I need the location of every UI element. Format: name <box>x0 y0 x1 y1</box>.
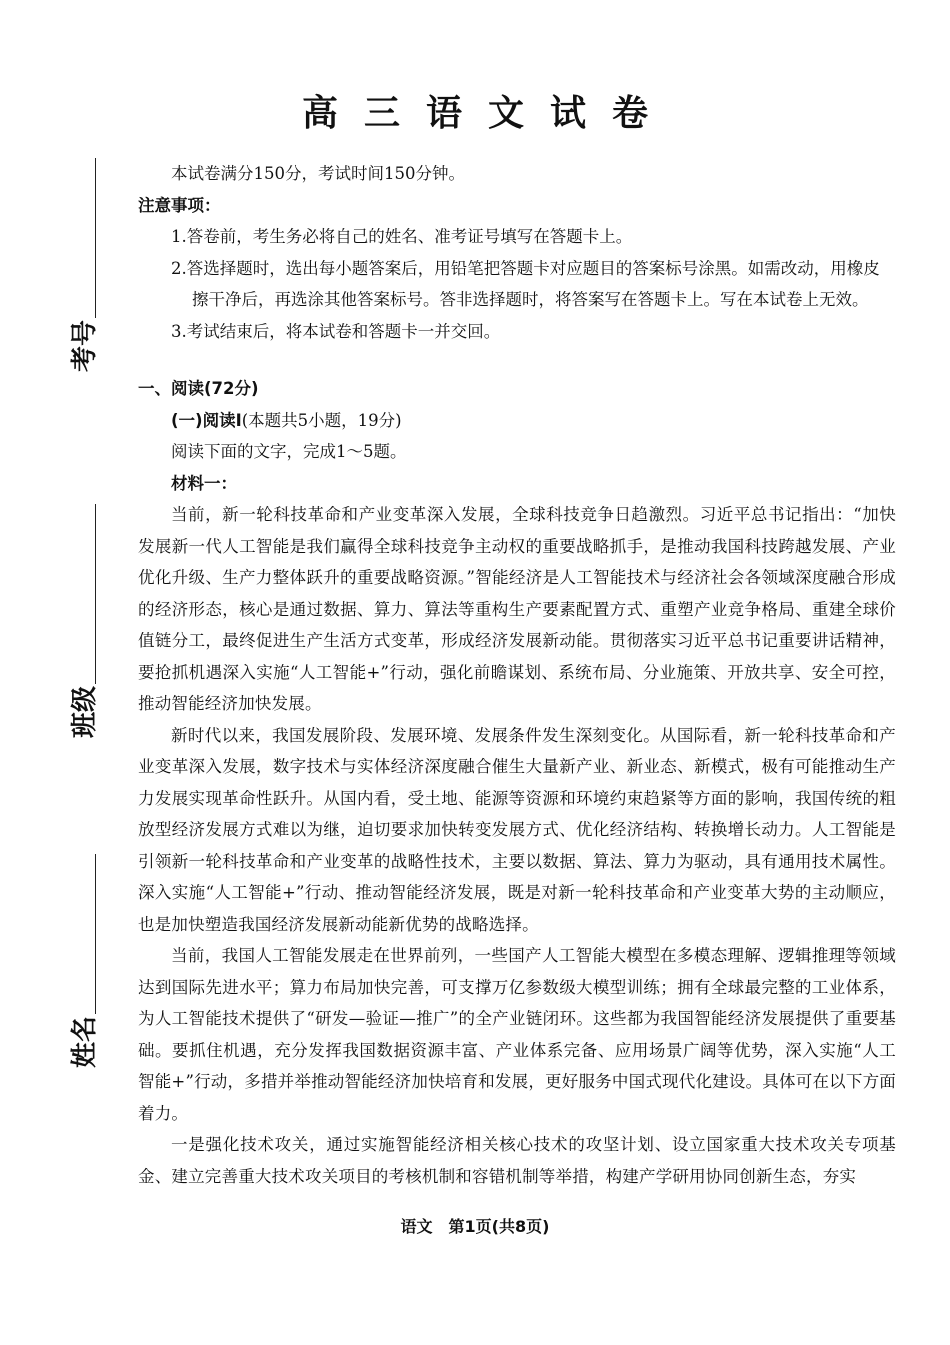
subsection-note: (本题共5小题，19分) <box>241 410 402 430</box>
exam-number-blank[interactable] <box>94 158 96 318</box>
notice-item: 1.答卷前，考生务必将自己的姓名、准考证号填写在答题卡上。 <box>171 227 633 246</box>
page-title: 高三语文试卷 <box>301 93 674 134</box>
reading-instruction: 阅读下面的文字，完成1～5题。 <box>171 442 407 461</box>
reading-paragraph: 新时代以来，我国发展阶段、发展环境、发展条件发生深刻变化。从国际看，新一轮科技革命和产业变革深入发展，数字技术与实体经济深度融合催生大量新产业、新业态、新模式，极有可能推动生产力发展实现革命性跃升。从国内看，受土地、能源等资源和环境约束趋紧等方面的影响，我国传统的粗放型经济发展方式难以为继，迫切要求加快转变发展方式、优化经济结构、转换增长动力。人工智能是引领新一轮科技革命和产业变革的战略性技术，主要以数据、算法、算力为驱动，具有通用技术属性。深入实施“人工智能+”行动、推动智能经济发展，既是对新一轮科技革命和产业变革大势的主动顺应，也是加快塑造我国经济发展新动能新优势的战略选择。 <box>138 725 896 934</box>
page-footer: 语文 第1页(共8页) <box>400 1217 550 1236</box>
subsection-heading: (一)阅读Ⅰ <box>171 410 242 430</box>
exam-body <box>138 158 896 1192</box>
notice-item: 2.答选择题时，选出每小题答案后，用铅笔把答题卡对应题目的答案标号涂黑。如需改动，用橡皮擦干净后，再选涂其他答案标号。答非选择题时，将答案写在答题卡上。写在本试卷上无效。 <box>171 258 880 309</box>
class-blank[interactable] <box>94 504 96 684</box>
class-label: 班级 <box>70 685 100 738</box>
section-heading: 一、阅读(72分) <box>138 379 259 398</box>
material-label: 材料一： <box>171 473 237 493</box>
name-blank[interactable] <box>94 854 96 1014</box>
notice-heading: 注意事项： <box>138 195 221 215</box>
reading-paragraph: 一是强化技术攻关，通过实施智能经济相关核心技术的攻坚计划、设立国家重大技术攻关专项基金、建立完善重大技术攻关项目的考核机制和容错机制等举措，构建产学研用协同创新生态，夯实 <box>138 1135 896 1186</box>
notice-item: 3.考试结束后，将本试卷和答题卡一并交回。 <box>171 321 501 341</box>
exam-intro: 本试卷满分150分，考试时间150分钟。 <box>171 164 465 183</box>
reading-paragraph: 当前，我国人工智能发展走在世界前列，一些国产人工智能大模型在多模态理解、逻辑推理等领域达到国际先进水平；算力布局加快完善，可支撑万亿参数级大模型训练；拥有全球最完整的工业体系，为人工智能技术提供了“研发—验证—推广”的全产业链闭环。这些都为我国智能经济发展提供了重要基础。要抓住机遇，充分发挥我国数据资源丰富、产业体系完备、应用场景广阔等优势，深入实施“人工智能+”行动，多措并举推动智能经济加快培育和发展，更好服务中国式现代化建设。具体可在以下方面着力。 <box>138 946 896 1123</box>
name-label: 姓名 <box>70 1015 100 1068</box>
exam-number-label: 考号 <box>70 319 100 372</box>
reading-paragraph: 当前，新一轮科技革命和产业变革深入发展，全球科技竞争日趋激烈。习近平总书记指出：“加快发展新一代人工智能是我们赢得全球科技竞争主动权的重要战略抓手，是推动我国科技跨越发展、产业优化升级、生产力整体跃升的重要战略资源。”智能经济是人工智能技术与经济社会各领域深度融合形成的经济形态，核心是通过数据、算力、算法等重构生产要素配置方式、重塑产业竞争格局、重建全球价值链分工，最终促进生产生活方式变革，形成经济发展新动能。贯彻落实习近平总书记重要讲话精神，要抢抓机遇深入实施“人工智能+”行动，强化前瞻谋划、系统布局、分业施策、开放共享、安全可控，推动智能经济加快发展。 <box>138 505 896 713</box>
